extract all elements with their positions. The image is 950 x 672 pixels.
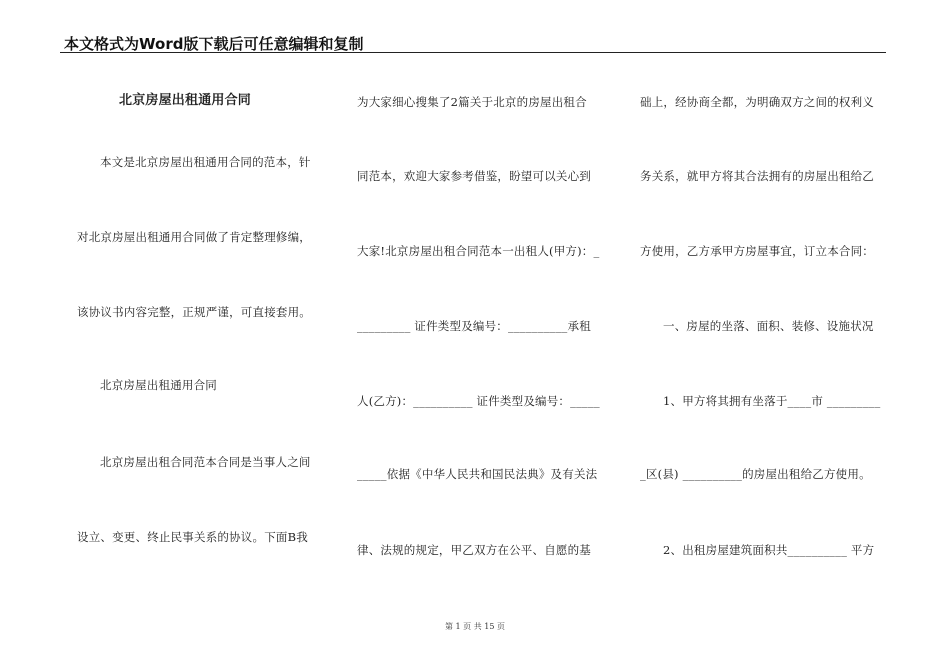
paragraph-line: _________ 证件类型及编号：__________承租: [357, 319, 591, 333]
paragraph-line: _____依据《中华人民共和国民法典》及有关法: [357, 467, 598, 481]
document-title: 北京房屋出租通用合同: [119, 93, 252, 108]
paragraph-line: 本文是北京房屋出租通用合同的范本，针: [100, 155, 311, 169]
paragraph-line: 人(乙方)：__________ 证件类型及编号：_____: [357, 394, 600, 408]
paragraph-line: 大家!北京房屋出租合同范本一出租人(甲方)：_: [357, 244, 600, 258]
paragraph-line: 该协议书内容完整，正规严谨，可直接套用。: [77, 305, 311, 319]
paragraph-line: 为大家细心搜集了2篇关于北京的房屋出租合: [357, 95, 587, 109]
section-heading: 北京房屋出租通用合同: [100, 378, 217, 392]
paragraph-line: 同范本，欢迎大家参考借鉴，盼望可以关心到: [357, 169, 591, 183]
section-heading: 一、房屋的坐落、面积、装修、设施状况: [663, 319, 874, 333]
header-banner: 本文格式为Word版下载后可任意编辑和复制: [64, 35, 364, 53]
paragraph-line: 北京房屋出租合同范本合同是当事人之间: [100, 455, 311, 469]
paragraph-line: 律、法规的规定，甲乙双方在公平、自愿的基: [357, 543, 591, 557]
paragraph-line: 础上，经协商全都，为明确双方之间的权利义: [640, 95, 874, 109]
paragraph-line: 2、出租房屋建筑面积共__________ 平方: [663, 543, 875, 557]
paragraph-line: 务关系，就甲方将其合法拥有的房屋出租给乙: [640, 169, 874, 183]
page-number: 第 1 页 共 15 页: [445, 622, 505, 631]
paragraph-line: _区(县) __________的房屋出租给乙方使用。: [640, 467, 871, 481]
paragraph-line: 方使用，乙方承甲方房屋事宜，订立本合同：: [640, 244, 874, 258]
paragraph-line: 对北京房屋出租通用合同做了肯定整理修编，: [77, 230, 311, 244]
paragraph-line: 1、甲方将其拥有坐落于____市 _________: [663, 394, 881, 408]
header-divider: [60, 52, 886, 53]
paragraph-line: 设立、变更、终止民事关系的协议。下面B我: [77, 530, 308, 544]
